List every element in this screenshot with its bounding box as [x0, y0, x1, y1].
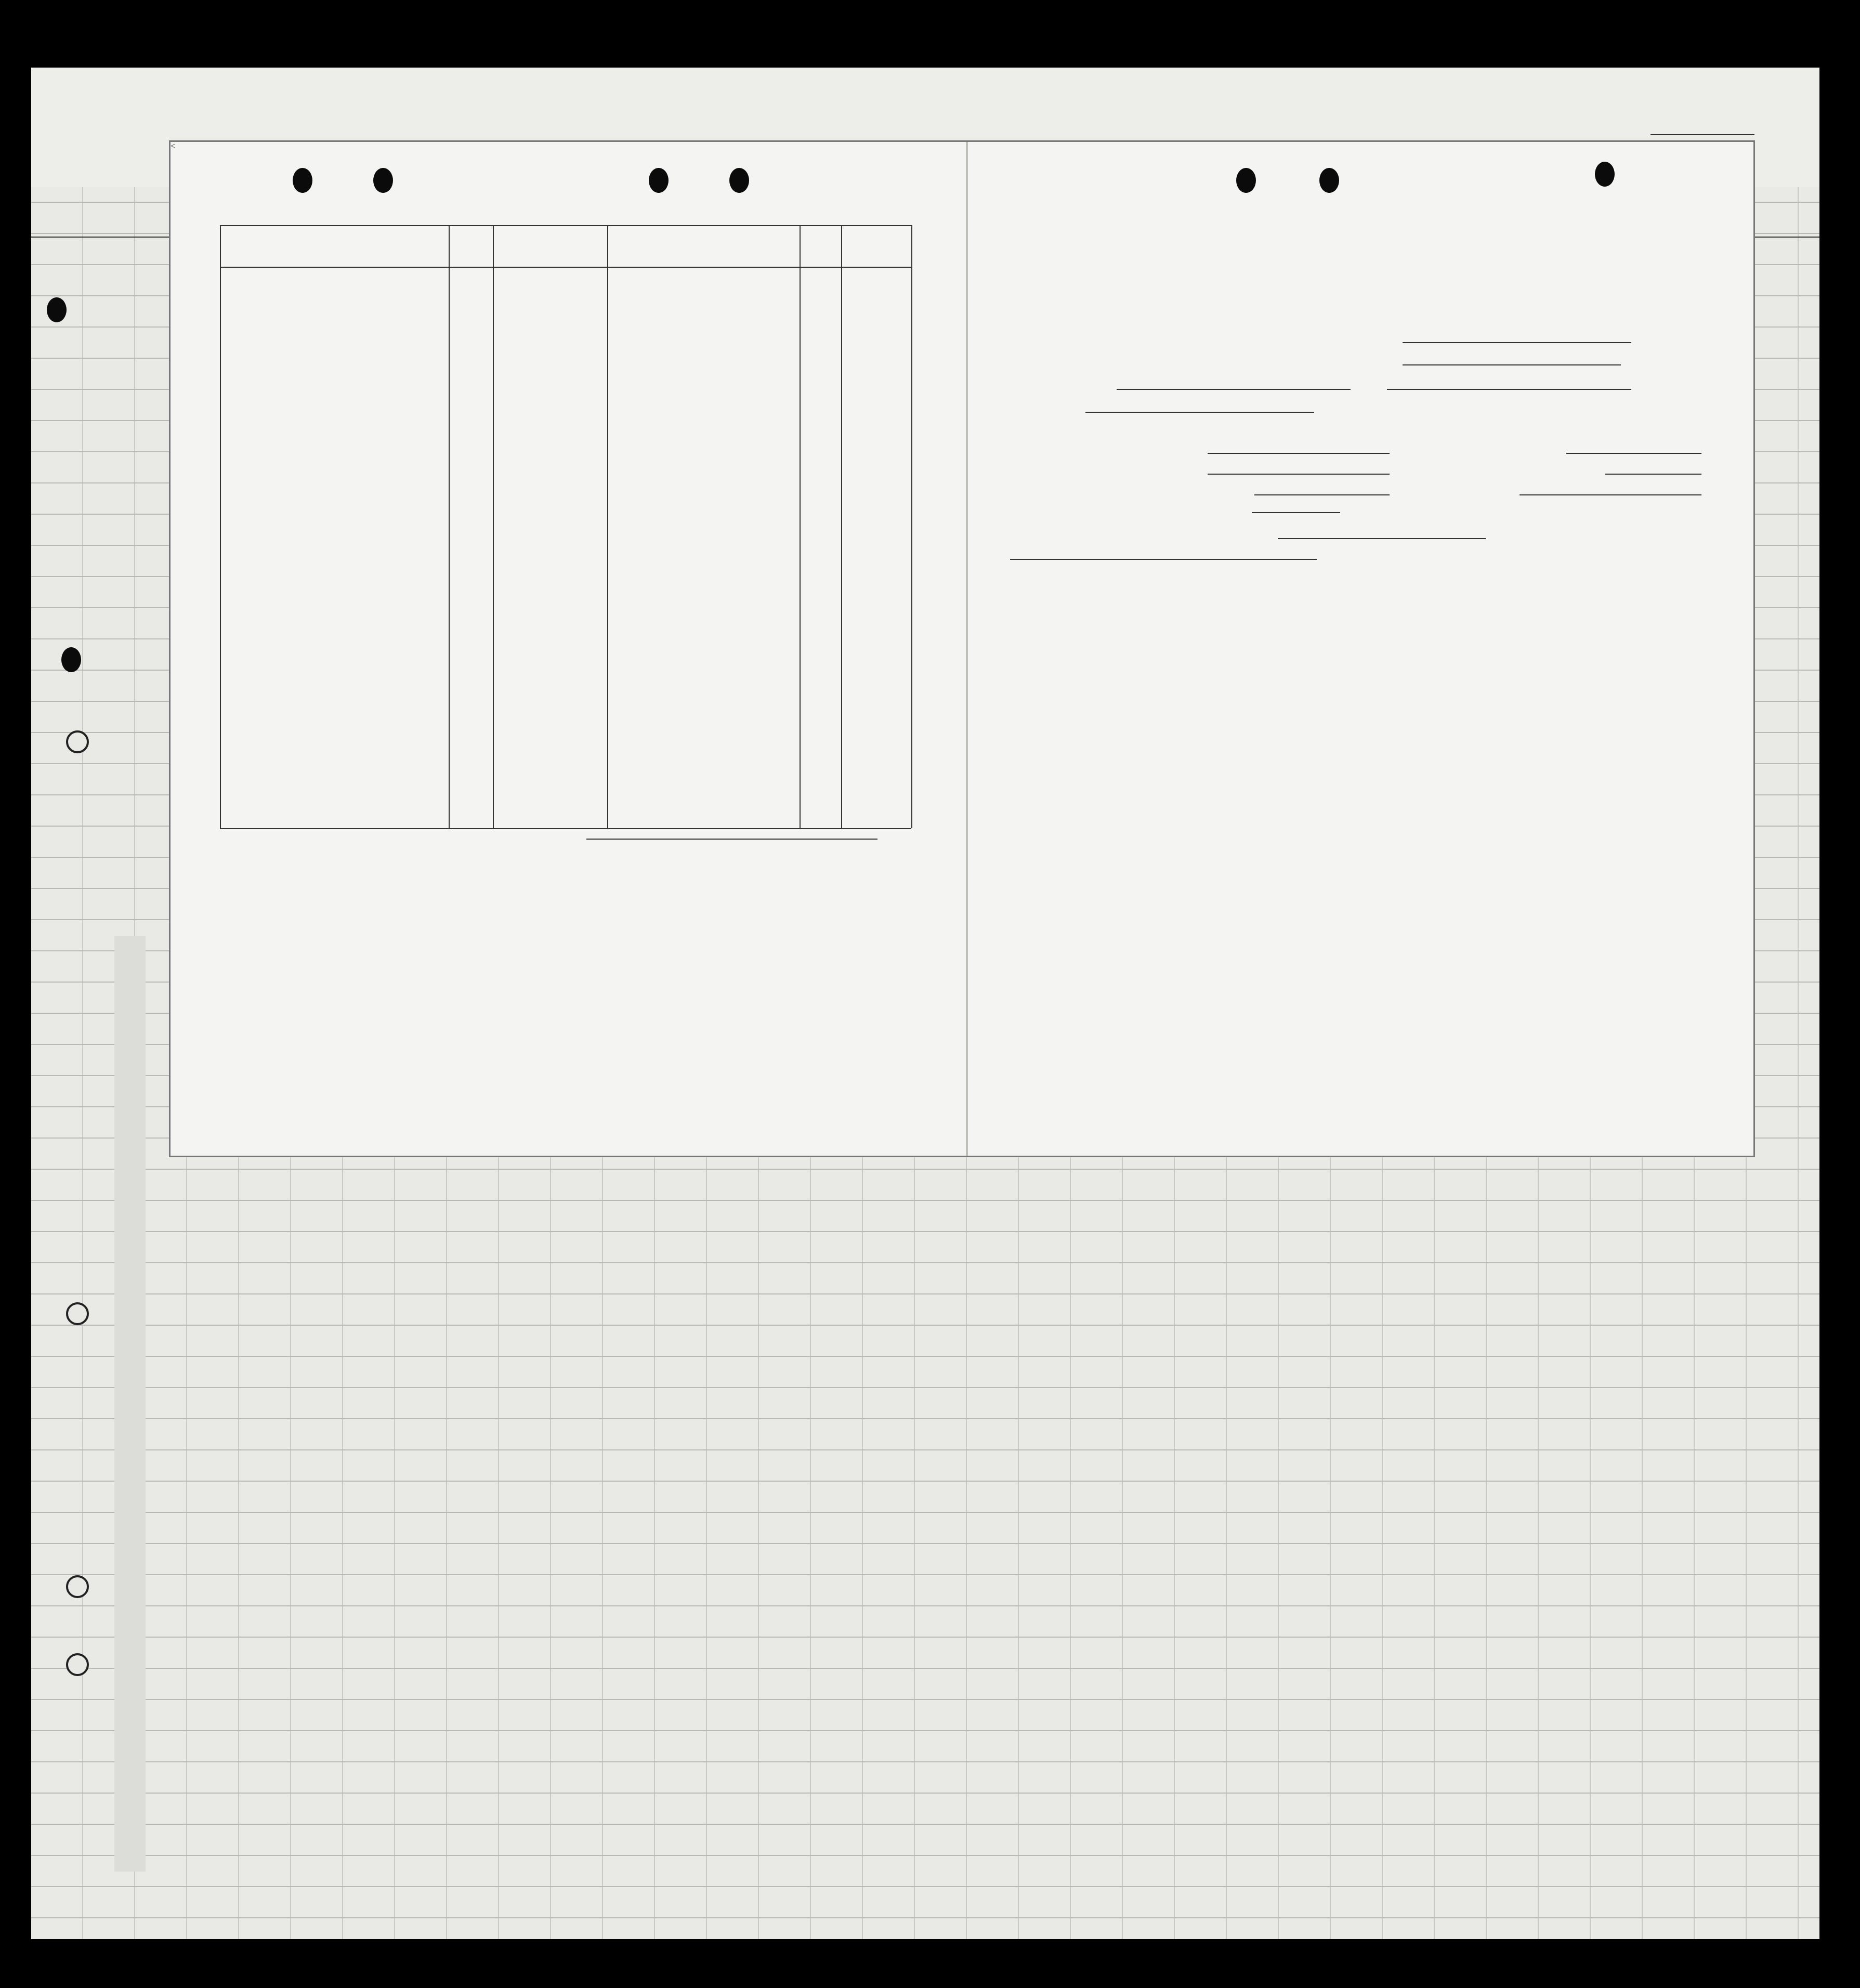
binder-ring: [66, 1302, 89, 1325]
punch-hole: [649, 168, 669, 193]
punch-hole: [61, 647, 81, 672]
signature-line: [586, 839, 877, 840]
binder-ring: [66, 1653, 89, 1676]
punch-hole: [373, 168, 393, 193]
punch-hole: [293, 168, 312, 193]
binder-ring: [66, 730, 89, 753]
punch-hole: [1236, 168, 1256, 193]
seamen-signed-on-table: [220, 225, 911, 828]
punch-hole: [1595, 162, 1615, 187]
punch-hole: [729, 168, 749, 193]
punch-hole: [1319, 168, 1339, 193]
ledger-index-strip: [114, 936, 146, 1872]
punch-hole: [47, 297, 67, 322]
binder-ring: [66, 1575, 89, 1598]
ledger-no-line: [1651, 134, 1754, 135]
crew-change-form: <: [169, 140, 1755, 1157]
form-fold: [966, 142, 968, 1156]
